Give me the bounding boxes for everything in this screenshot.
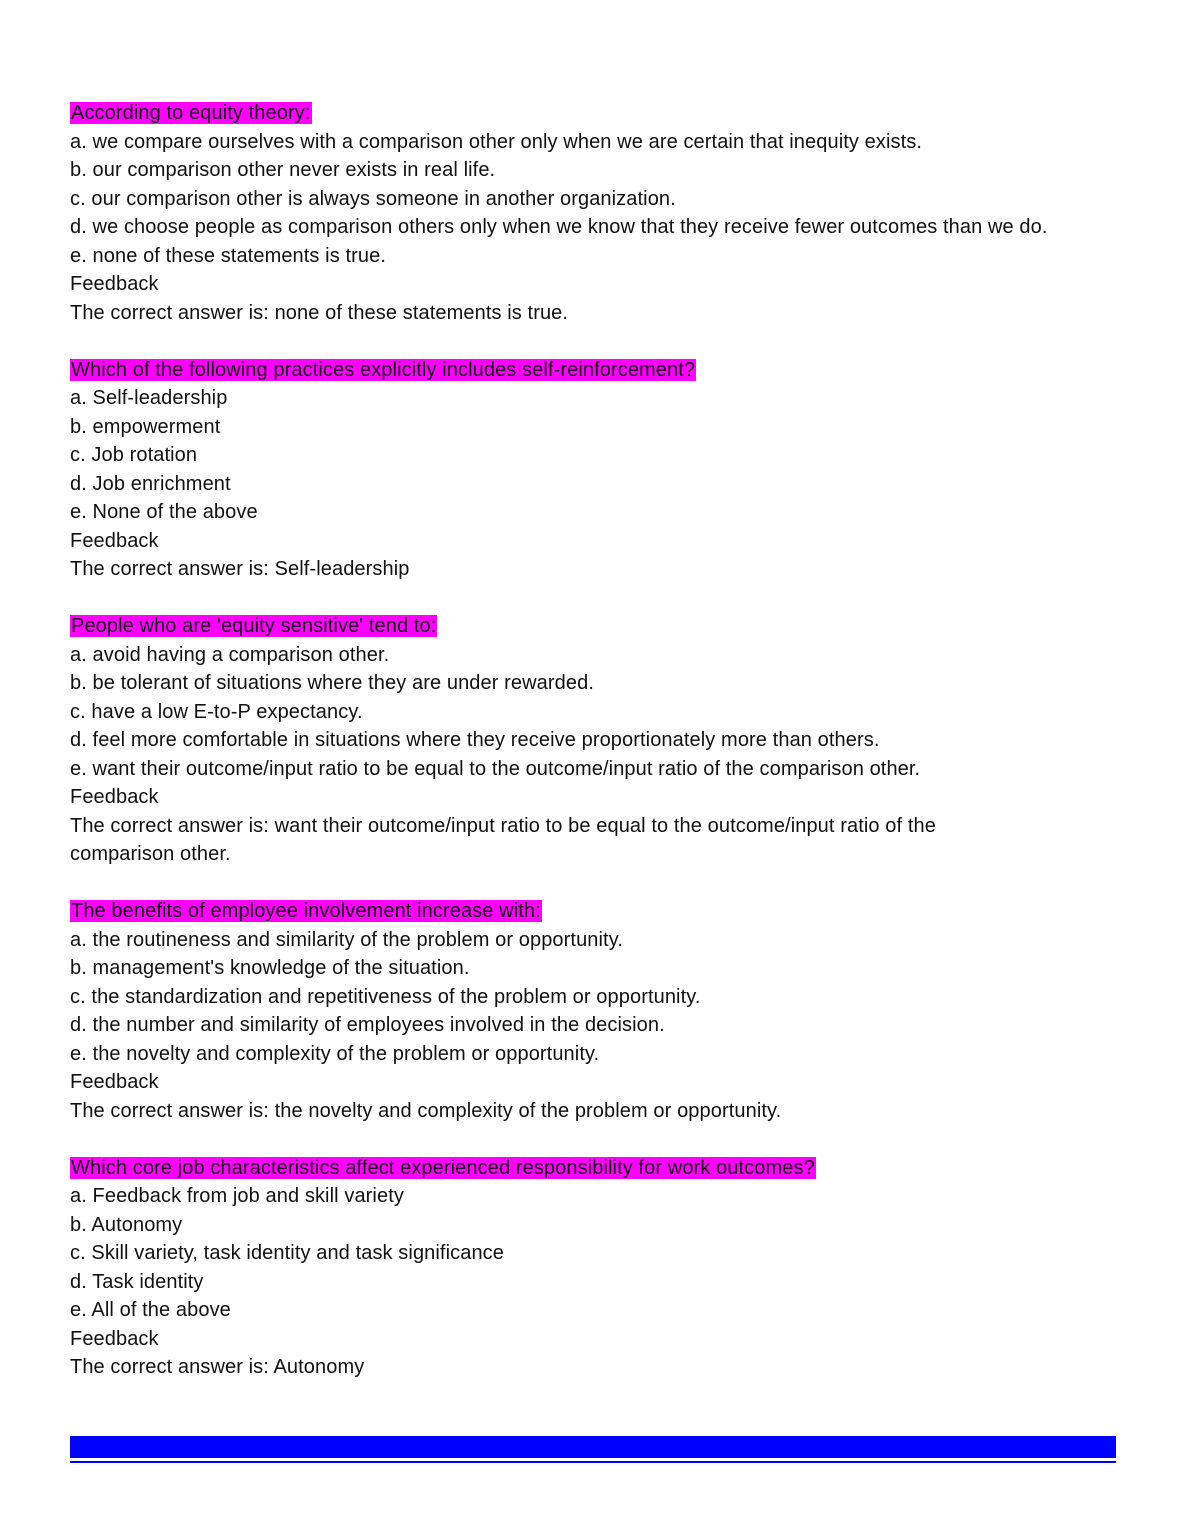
question-text: According to equity theory: <box>71 102 311 124</box>
correct-answer: The correct answer is: Self-leadership <box>70 558 410 580</box>
option-d: d. feel more comfortable in situations where they receive proportionately more than others. <box>70 729 880 751</box>
correct-answer: The correct answer is: none of these statements is true. <box>70 301 569 324</box>
option-e: e. none of these statements is true. <box>70 244 387 267</box>
question-line <box>70 99 1130 128</box>
option-e: e. want their outcome/input ratio to be equal to the outcome/input ratio of the comparison other. <box>70 757 921 780</box>
question-line <box>70 897 1130 926</box>
feedback-label: Feedback <box>70 529 159 552</box>
question-text: Which core job characteristics affect experienced responsibility for work outcomes? <box>71 1156 815 1179</box>
footer-bar <box>70 1436 1116 1458</box>
question-text: The benefits of employee involvement increase with: <box>71 900 541 922</box>
question-block-5 <box>70 1154 1130 1382</box>
question-text: People who are 'equity sensitive' tend to: <box>71 615 437 637</box>
correct-answer: The correct answer is: want their outcome/input ratio to be equal to the outcome/input ratio of the comparison other. <box>70 814 936 865</box>
question-block-3 <box>70 612 1130 869</box>
option-d: d. we choose people as comparison others only when we know that they receive fewer outcomes than we do. <box>70 216 1048 238</box>
option-b: b. empowerment <box>70 415 221 438</box>
question-text: Which of the following practices explicitly includes self-reinforcement? <box>71 358 696 381</box>
question-line <box>70 356 1130 385</box>
option-c: c. Job rotation <box>70 444 198 466</box>
question-block-1 <box>70 99 1130 327</box>
option-c: c. have a low E-to-P expectancy. <box>70 700 363 723</box>
option-d: d. Job enrichment <box>70 472 231 495</box>
option-d: d. Task identity <box>70 1270 204 1293</box>
document-page <box>70 99 1130 1410</box>
question-line <box>70 1154 1130 1183</box>
correct-answer: The correct answer is: Autonomy <box>70 1356 365 1378</box>
feedback-label: Feedback <box>70 273 159 295</box>
question-block-4 <box>70 897 1130 1125</box>
option-e: e. the novelty and complexity of the problem or opportunity. <box>70 1042 600 1065</box>
option-b: b. Autonomy <box>70 1213 183 1236</box>
option-b: b. be tolerant of situations where they are under rewarded. <box>70 672 594 694</box>
footer-rule <box>70 1461 1116 1463</box>
option-e: e. None of the above <box>70 501 258 523</box>
feedback-label: Feedback <box>70 1071 159 1093</box>
option-e: e. All of the above <box>70 1299 231 1321</box>
option-c: c. Skill variety, task identity and task significance <box>70 1242 505 1264</box>
question-line <box>70 612 1130 641</box>
option-d: d. the number and similarity of employees involved in the decision. <box>70 1014 665 1036</box>
option-a: a. avoid having a comparison other. <box>70 643 390 666</box>
option-a: a. Self-leadership <box>70 387 228 409</box>
question-block-2 <box>70 356 1130 584</box>
correct-answer: The correct answer is: the novelty and complexity of the problem or opportunity. <box>70 1099 782 1122</box>
option-c: c. the standardization and repetitiveness of the problem or opportunity. <box>70 985 701 1008</box>
option-b: b. our comparison other never exists in real life. <box>70 159 496 181</box>
option-b: b. management's knowledge of the situation. <box>70 957 470 979</box>
option-a: a. we compare ourselves with a comparison other only when we are certain that inequity exists. <box>70 130 923 153</box>
option-a: a. Feedback from job and skill variety <box>70 1185 404 1207</box>
feedback-label: Feedback <box>70 1327 159 1350</box>
feedback-label: Feedback <box>70 786 159 808</box>
option-c: c. our comparison other is always someone in another organization. <box>70 187 676 210</box>
option-a: a. the routineness and similarity of the problem or opportunity. <box>70 928 623 951</box>
